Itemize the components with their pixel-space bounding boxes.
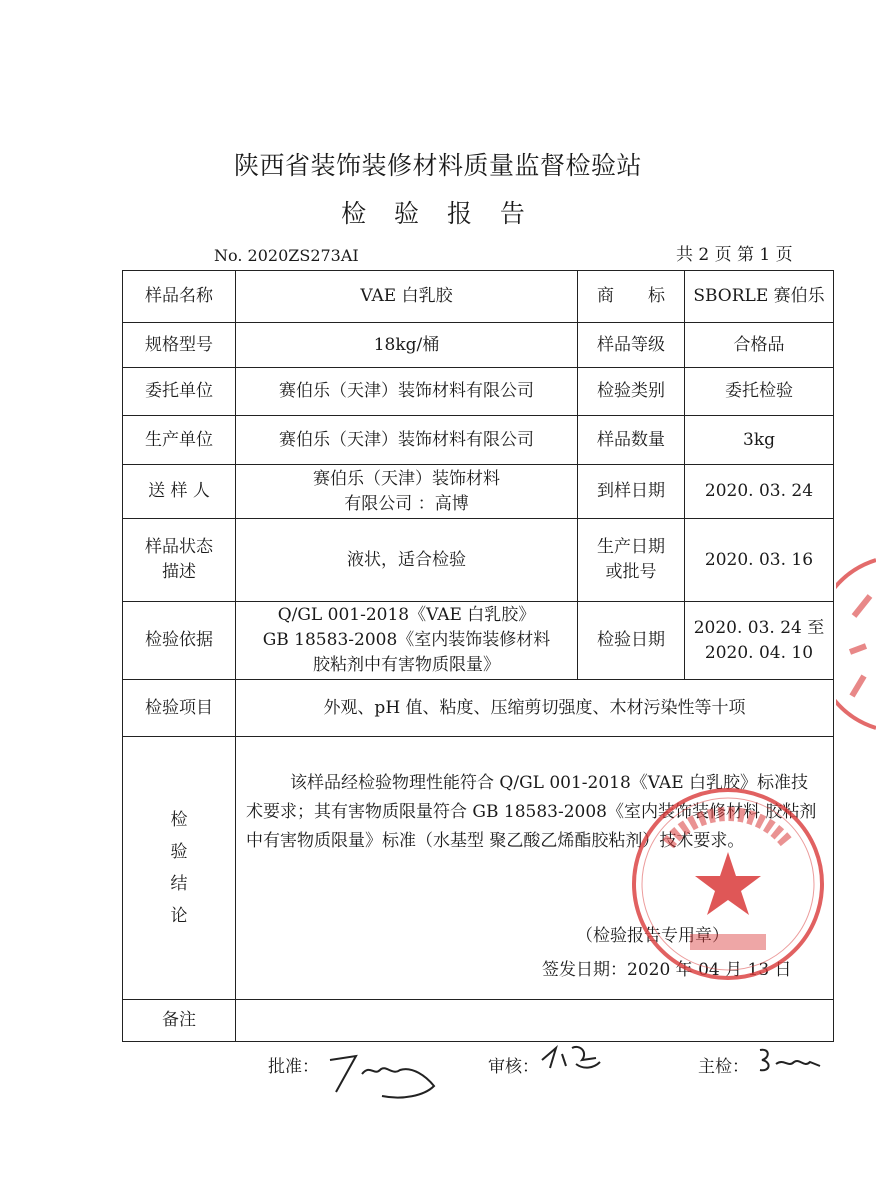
spec-value: 18kg/桶 xyxy=(236,323,578,368)
test-date-value xyxy=(685,602,834,680)
sample-state-value: 液状，适合检验 xyxy=(236,519,578,602)
test-type-label: 检验类别 xyxy=(578,368,685,416)
sample-state-label-line2: 描述 xyxy=(162,562,196,582)
production-label xyxy=(578,519,685,602)
basis-value xyxy=(236,602,578,680)
sender-value-line1: 赛伯乐（天津）装饰材料 xyxy=(313,468,500,489)
conclusion-text: 该样品经检验物理性能符合 Q/GL 001-2018《VAE 白乳胶》标准技术要求；其有害物质限量符合 GB 18583-2008《室内装饰装修材料 胶粘剂中有害物质限量》标准（水基型 聚乙酸乙烯酯胶粘剂）技术要求。 xyxy=(246,773,817,851)
chief-signature-icon xyxy=(754,1044,824,1078)
production-label-line1: 生产日期 xyxy=(597,537,665,557)
table-row xyxy=(123,602,834,680)
page-info: 共 2 页 第 1 页 xyxy=(676,245,793,265)
conclusion-label-char: 验 xyxy=(170,842,188,862)
table-row xyxy=(123,271,834,323)
edge-stamp-icon xyxy=(836,556,876,732)
quantity-label: 样品数量 xyxy=(578,416,685,465)
report-number: No. 2020ZS273AI xyxy=(214,246,359,265)
sample-name-value: VAE 白乳胶 xyxy=(236,271,578,323)
remarks-label: 备注 xyxy=(123,1000,236,1042)
spec-label: 规格型号 xyxy=(123,323,236,368)
manufacturer-value: 赛伯乐（天津）装饰材料有限公司 xyxy=(236,416,578,465)
table-row xyxy=(123,323,834,368)
test-type-value: 委托检验 xyxy=(685,368,834,416)
sender-label: 送 样 人 xyxy=(123,465,236,519)
conclusion-label xyxy=(123,737,236,1000)
table-row xyxy=(123,519,834,602)
table-row xyxy=(123,416,834,465)
basis-label: 检验依据 xyxy=(123,602,236,680)
test-date-line2: 2020. 04. 10 xyxy=(704,642,814,663)
trademark-label: 商 标 xyxy=(578,271,685,323)
seal-note: （检验报告专用章） xyxy=(576,926,729,946)
remarks-value xyxy=(236,1000,834,1042)
basis-line2: GB 18583-2008《室内装饰装修材料 xyxy=(262,630,551,650)
client-label: 委托单位 xyxy=(123,368,236,416)
grade-label: 样品等级 xyxy=(578,323,685,368)
issue-date: 签发日期：2020 年 04 月 13 日 xyxy=(542,960,792,980)
test-date-line1: 2020. 03. 24 至 xyxy=(693,617,825,638)
basis-line1: Q/GL 001-2018《VAE 白乳胶》 xyxy=(277,605,536,625)
approve-signature-icon xyxy=(322,1046,442,1102)
conclusion-label-char: 结 xyxy=(170,874,188,894)
review-signature-icon xyxy=(536,1040,606,1076)
chief-label: 主检： xyxy=(698,1057,749,1077)
table-row xyxy=(123,368,834,416)
table-row xyxy=(123,680,834,737)
production-label-line2: 或批号 xyxy=(605,562,657,582)
official-stamp-icon xyxy=(628,784,828,984)
basis-line3: 胶粘剂中有害物质限量》 xyxy=(313,655,500,675)
manufacturer-label: 生产单位 xyxy=(123,416,236,465)
sample-state-label xyxy=(123,519,236,602)
conclusion-label-char: 论 xyxy=(170,906,188,926)
grade-value: 合格品 xyxy=(685,323,834,368)
sample-name-label: 样品名称 xyxy=(123,271,236,323)
conclusion-label-char: 检 xyxy=(170,810,188,830)
report-title: 检 验 报 告 xyxy=(341,199,535,228)
table-row xyxy=(123,465,834,519)
items-label: 检验项目 xyxy=(123,680,236,737)
sender-value-line2: 有限公司 ：高博 xyxy=(344,493,469,514)
production-value: 2020. 03. 16 xyxy=(685,519,834,602)
sender-value xyxy=(236,465,578,519)
items-value: 外观、pH 值、粘度、压缩剪切强度、木材污染性等十项 xyxy=(236,680,834,737)
trademark-value: SBORLE 赛伯乐 xyxy=(685,271,834,323)
arrival-date-value: 2020. 03. 24 xyxy=(685,465,834,519)
client-value: 赛伯乐（天津）装饰材料有限公司 xyxy=(236,368,578,416)
table-row xyxy=(123,1000,834,1042)
sample-state-label-line1: 样品状态 xyxy=(145,537,213,557)
quantity-value: 3kg xyxy=(685,416,834,465)
test-date-label: 检验日期 xyxy=(578,602,685,680)
approve-label: 批准： xyxy=(268,1057,319,1077)
review-label: 审核： xyxy=(488,1057,539,1077)
arrival-date-label: 到样日期 xyxy=(578,465,685,519)
org-name: 陕西省装饰装修材料质量监督检验站 xyxy=(233,151,642,180)
